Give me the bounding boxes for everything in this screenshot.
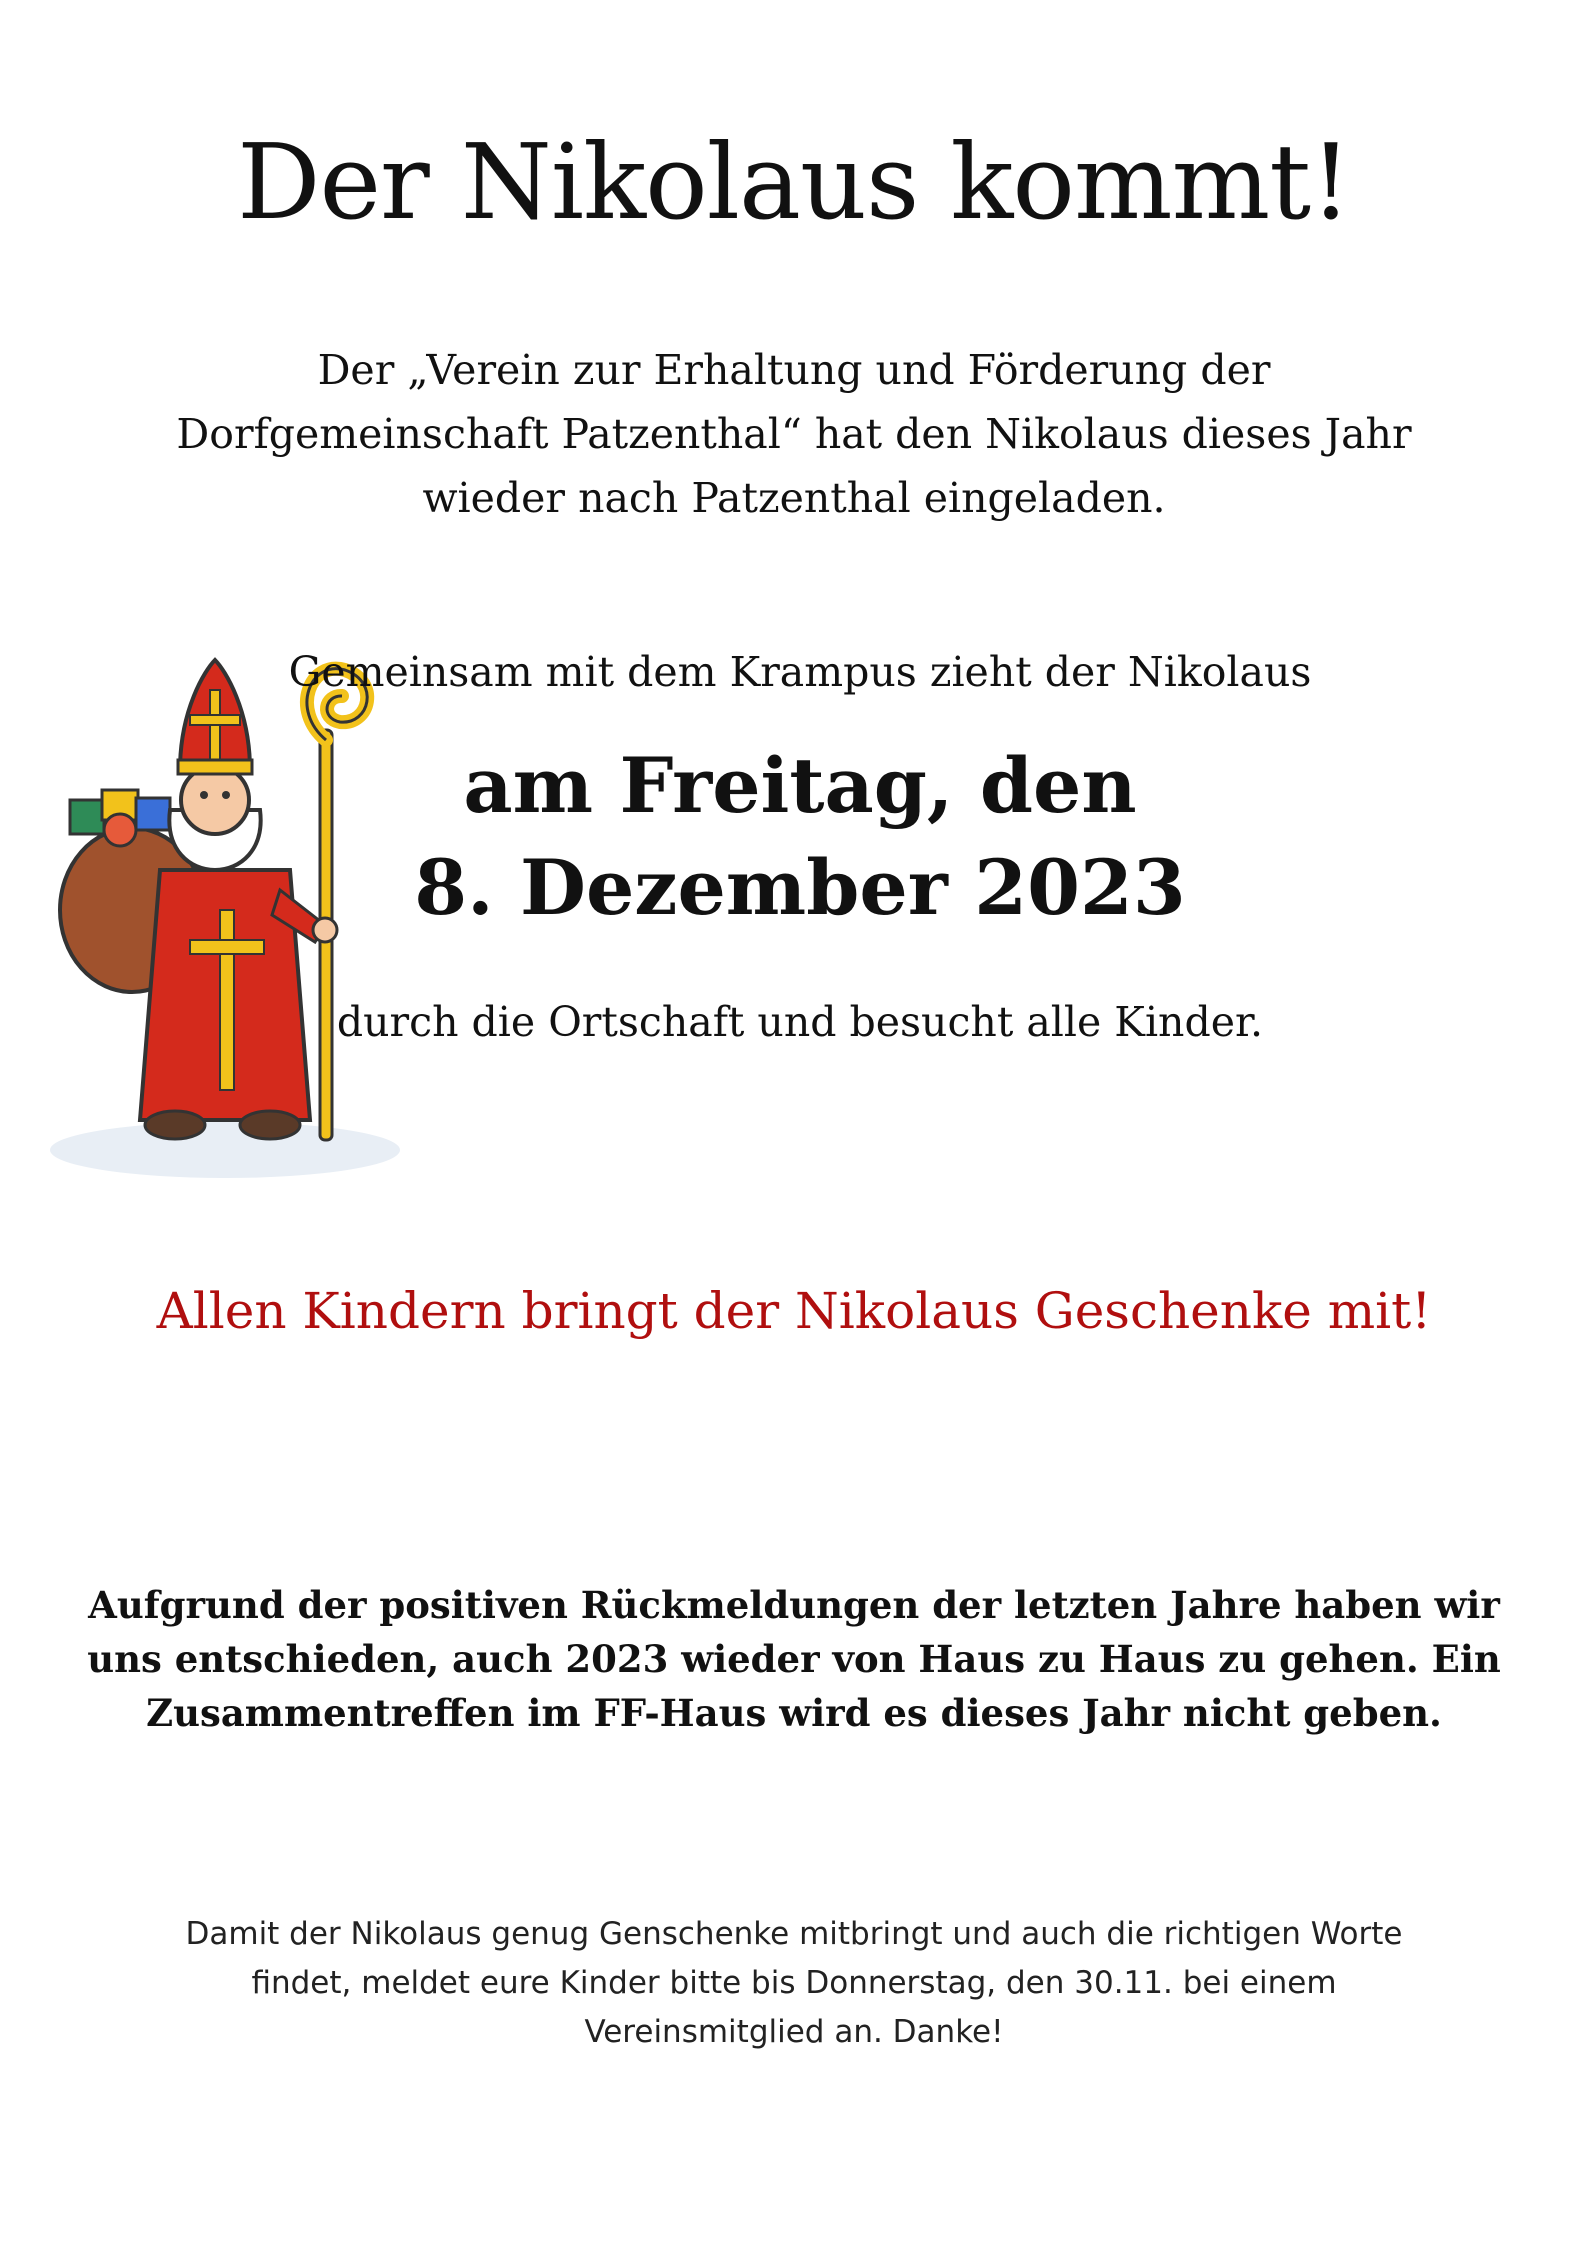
event-date-line: am Freitag, den: [463, 741, 1137, 830]
notice-line: Zusammentreffen im FF-Haus wird es dieses Jahr nicht geben.: [146, 1691, 1442, 1735]
lead-text: Gemeinsam mit dem Krampus zieht der Nikolaus: [288, 648, 1312, 696]
gifts-announcement: Allen Kindern bringt der Nikolaus Geschenke mit!: [156, 1282, 1432, 1340]
trail-text: durch die Ortschaft und besucht alle Kinder.: [336, 998, 1264, 1046]
footer-line: Damit der Nikolaus genug Genschenke mitbringt und auch die richtigen Worte: [185, 1916, 1403, 1952]
page-title: Der Nikolaus kommt!: [237, 121, 1351, 243]
notice-line: uns entschieden, auch 2023 wieder von Haus zu Haus zu gehen. Ein: [87, 1637, 1501, 1681]
event-date-line: 8. Dezember 2023: [414, 843, 1186, 932]
footer-text: bei einem: [1172, 1965, 1337, 2001]
intro-line: wieder nach Patzenthal eingeladen.: [422, 474, 1166, 522]
notice-paragraph: [0, 1578, 1588, 1740]
event-date: [130, 735, 1470, 939]
footer-note: [0, 1910, 1588, 2057]
intro-line: Dorfgemeinschaft Patzenthal“ hat den Nikolaus dieses Jahr: [176, 410, 1412, 458]
intro-paragraph: [0, 338, 1588, 530]
registration-deadline: 30.11.: [1074, 1965, 1173, 2001]
notice-line: Aufgrund der positiven Rückmeldungen der letzten Jahre haben wir: [88, 1583, 1500, 1627]
footer-line: Vereinsmitglied an. Danke!: [584, 2014, 1004, 2050]
footer-text: findet, meldet eure Kinder bitte bis Donnerstag, den: [251, 1965, 1075, 2001]
footer-line: [0, 1959, 1588, 2008]
intro-line: Der „Verein zur Erhaltung und Förderung der: [317, 346, 1271, 394]
